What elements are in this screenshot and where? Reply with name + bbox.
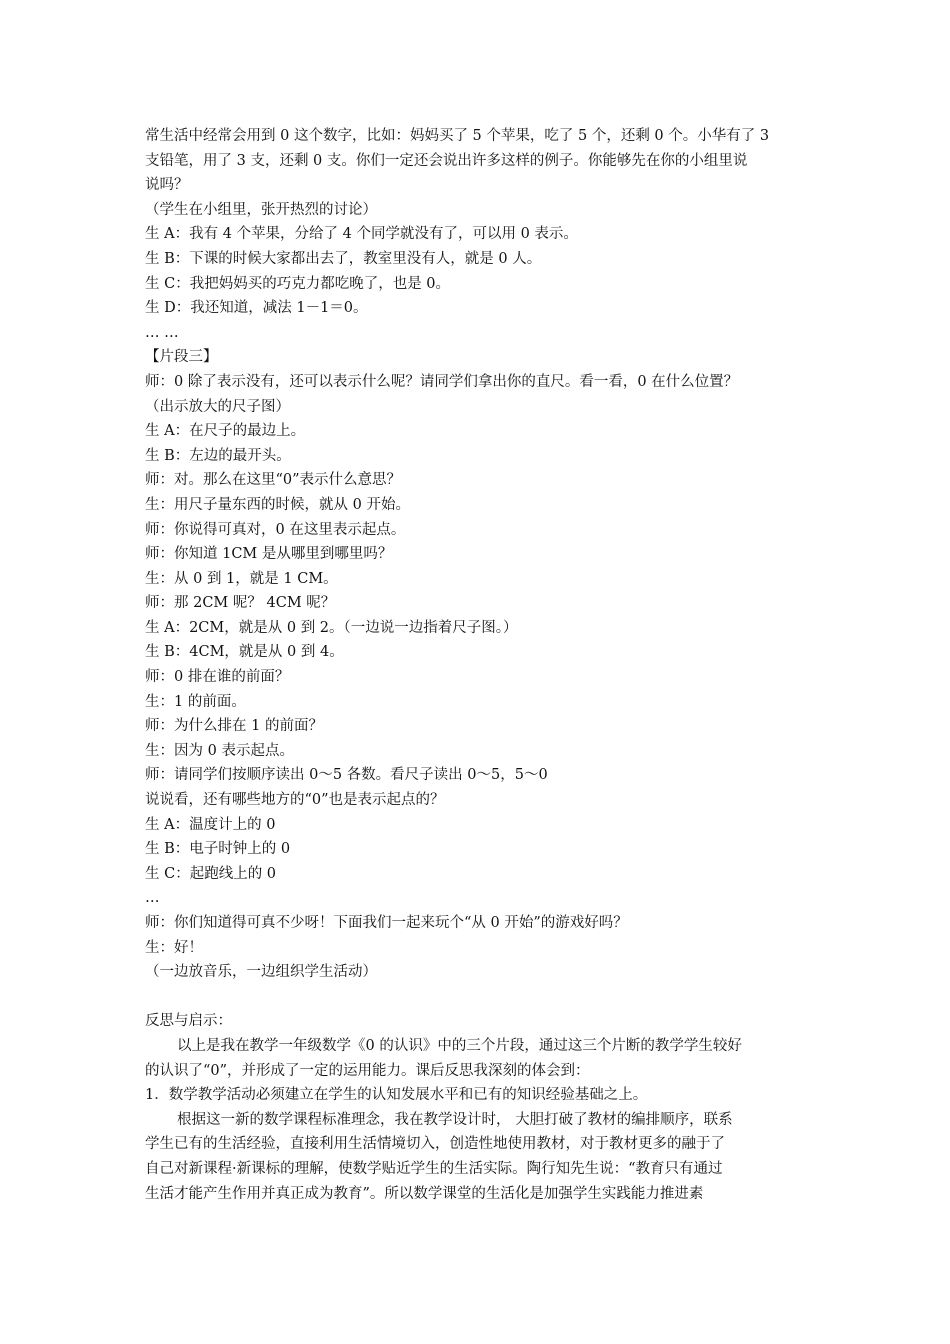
text-line: 说说看，还有哪些地方的“0”也是表示起点的？ bbox=[145, 792, 445, 809]
blank-line bbox=[145, 985, 813, 1010]
text-line: （出示放大的尺子图） bbox=[145, 398, 290, 415]
text-line: 生 D：我还知道，减法 1－1＝0。 bbox=[145, 300, 368, 317]
text-line: 常生活中经常会用到 0 这个数字，比如：妈妈买了 5 个苹果，吃了 5 个，还剩 0 个。小华有了 3 bbox=[145, 128, 770, 144]
text-line: 生：因为 0 表示起点。 bbox=[145, 742, 294, 759]
text-line: 生 B：电子时钟上的 0 bbox=[145, 841, 291, 858]
ellipsis-line: … bbox=[145, 890, 160, 907]
text-line: 生：1 的前面。 bbox=[145, 693, 246, 710]
text-line: 师：你们知道得可真不少呀！下面我们一起来玩个“从 0 开始”的游戏好吗？ bbox=[145, 915, 628, 931]
text-line: 支铅笔，用了 3 支，还剩 0 支。你们一定还会说出许多这样的例子。你能够先在你的小组里说 bbox=[145, 152, 748, 169]
text-line: 生 B：左边的最开头。 bbox=[145, 447, 291, 464]
text-line: 生 A：温度计上的 0 bbox=[145, 816, 276, 833]
text-line: 生：好！ bbox=[145, 939, 203, 956]
paragraph-line: 自己对新课程·新课标的理解，使数学贴近学生的生活实际。陶行知先生说：“教育只有通过 bbox=[145, 1160, 723, 1177]
text-line: 师：那 2CM 呢？ 4CM 呢？ bbox=[145, 595, 336, 612]
numbered-point: 1．数学教学活动必须建立在学生的认知发展水平和已有的知识经验基础之上。 bbox=[145, 1087, 648, 1104]
text-line: 说吗？ bbox=[145, 177, 189, 194]
text-line: 生 C：我把妈妈买的巧克力都吃晚了，也是 0。 bbox=[145, 275, 451, 292]
paragraph-line: 根据这一新的数学课程标准理念，我在教学设计时， 大胆打破了教材的编排顺序，联系 bbox=[177, 1111, 733, 1128]
text-line: （学生在小组里，张开热烈的讨论） bbox=[145, 201, 377, 218]
text-line: 师：你知道 1CM 是从哪里到哪里吗？ bbox=[145, 546, 393, 563]
text-line: 生 C：起跑线上的 0 bbox=[145, 865, 277, 882]
paragraph-line: 学生已有的生活经验，直接利用生活情境切入，创造性地使用教材，对于教材更多的融于了 bbox=[145, 1136, 725, 1153]
section-heading: 【片段三】 bbox=[145, 349, 218, 366]
reflection-heading: 反思与启示： bbox=[145, 1013, 232, 1030]
text-line: 生 A：在尺子的最边上。 bbox=[145, 423, 306, 440]
text-line: 生：用尺子量东西的时候，就从 0 开始。 bbox=[145, 496, 410, 513]
text-line: 生：从 0 到 1，就是 1 CM。 bbox=[145, 570, 338, 587]
text-line: 师：请同学们按顺序读出 0～5 各数。看尺子读出 0～5，5～0 bbox=[145, 767, 548, 784]
paragraph-line: 的认识了“0”，并形成了一定的运用能力。课后反思我深刻的体会到： bbox=[145, 1062, 590, 1079]
text-line: 师：为什么排在 1 的前面？ bbox=[145, 718, 323, 735]
text-line: 生 A：2CM，就是从 0 到 2。（一边说一边指着尺子图。） bbox=[145, 619, 518, 636]
ellipsis-line: … … bbox=[145, 324, 179, 341]
text-line: 师：0 排在谁的前面？ bbox=[145, 669, 290, 686]
text-line: 师：对。那么在这里“0”表示什么意思？ bbox=[145, 472, 402, 489]
text-line: 师：你说得可真对，0 在这里表示起点。 bbox=[145, 521, 406, 538]
text-line: 生 B：4CM，就是从 0 到 4。 bbox=[145, 644, 344, 661]
paragraph-line: 以上是我在教学一年级数学《0 的认识》中的三个片段，通过这三个片断的教学学生较好 bbox=[177, 1037, 742, 1054]
text-line: 生 B：下课的时候大家都出去了，教室里没有人，就是 0 人。 bbox=[145, 250, 542, 267]
document-body bbox=[145, 124, 813, 1206]
text-line: （一边放音乐，一边组织学生活动） bbox=[145, 964, 377, 981]
text-line: 生 A：我有 4 个苹果，分给了 4 个同学就没有了，可以用 0 表示。 bbox=[145, 226, 578, 243]
paragraph-line: 生活才能产生作用并真正成为教育”。所以数学课堂的生活化是加强学生实践能力推进素 bbox=[145, 1185, 704, 1202]
text-line: 师：0 除了表示没有，还可以表示什么呢？请同学们拿出你的直尺。看一看，0 在什么位置？ bbox=[145, 373, 739, 390]
